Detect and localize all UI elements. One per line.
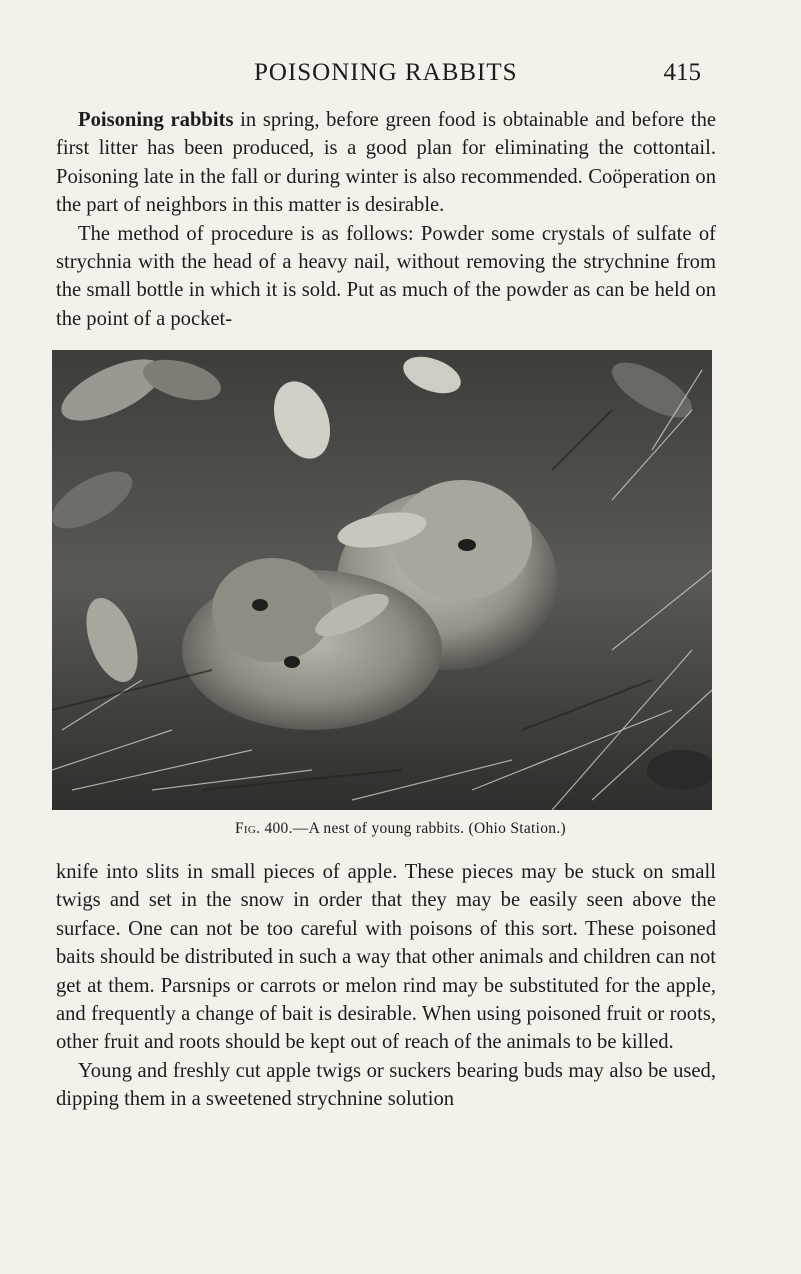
paragraph: Young and freshly cut apple twigs or suckers bearing buds may also be used, dipping them in a sweetened strychnine solution xyxy=(56,1059,716,1111)
paragraph-lead: Poisoning rabbits xyxy=(78,109,234,131)
running-title: POISONING RABBITS xyxy=(254,59,518,86)
body-text-bottom xyxy=(56,858,716,1114)
paragraph: The method of procedure is as follows: Powder some crystals of sulfate of strychnia with the head of a heavy nail, without removing the strychnine from the small bottle in which it is sold. Put as much of the powder as can be held on the point of a pocket- xyxy=(56,222,716,330)
figure-caption xyxy=(0,820,801,838)
rabbit-nest-photograph xyxy=(52,350,712,810)
figure-caption-text: —A nest of young rabbits. (Ohio Station.) xyxy=(292,820,566,837)
body-text-top xyxy=(56,106,716,333)
paragraph-text: in spring, before green food is obtainable and before the first litter has been produced, is a good plan for eliminating the cottontail. Poisoning late in the fall or during winter is also recommended. Coöperation on the part of neighbors in this matter is desirable. xyxy=(56,109,717,217)
paragraph xyxy=(56,106,716,220)
photo-illustration xyxy=(52,350,712,810)
paragraph: knife into slits in small pieces of apple. These pieces may be stuck on small twigs and set in the snow in order that they may be easily seen above the surface. One can not be too careful with poisons of this sort. These poisoned baits should be distributed in such a way that other animals and children can not get at them. Parsnips or carrots or melon rind may be substituted for the apple, and frequently a change of bait is desirable. When using poisoned fruit or roots, other fruit and roots should be kept out of reach of the animals to be killed. xyxy=(56,861,716,1054)
page-number: 415 xyxy=(663,59,701,86)
running-head xyxy=(0,58,801,92)
figure-label: Fig. 400. xyxy=(234,820,293,837)
